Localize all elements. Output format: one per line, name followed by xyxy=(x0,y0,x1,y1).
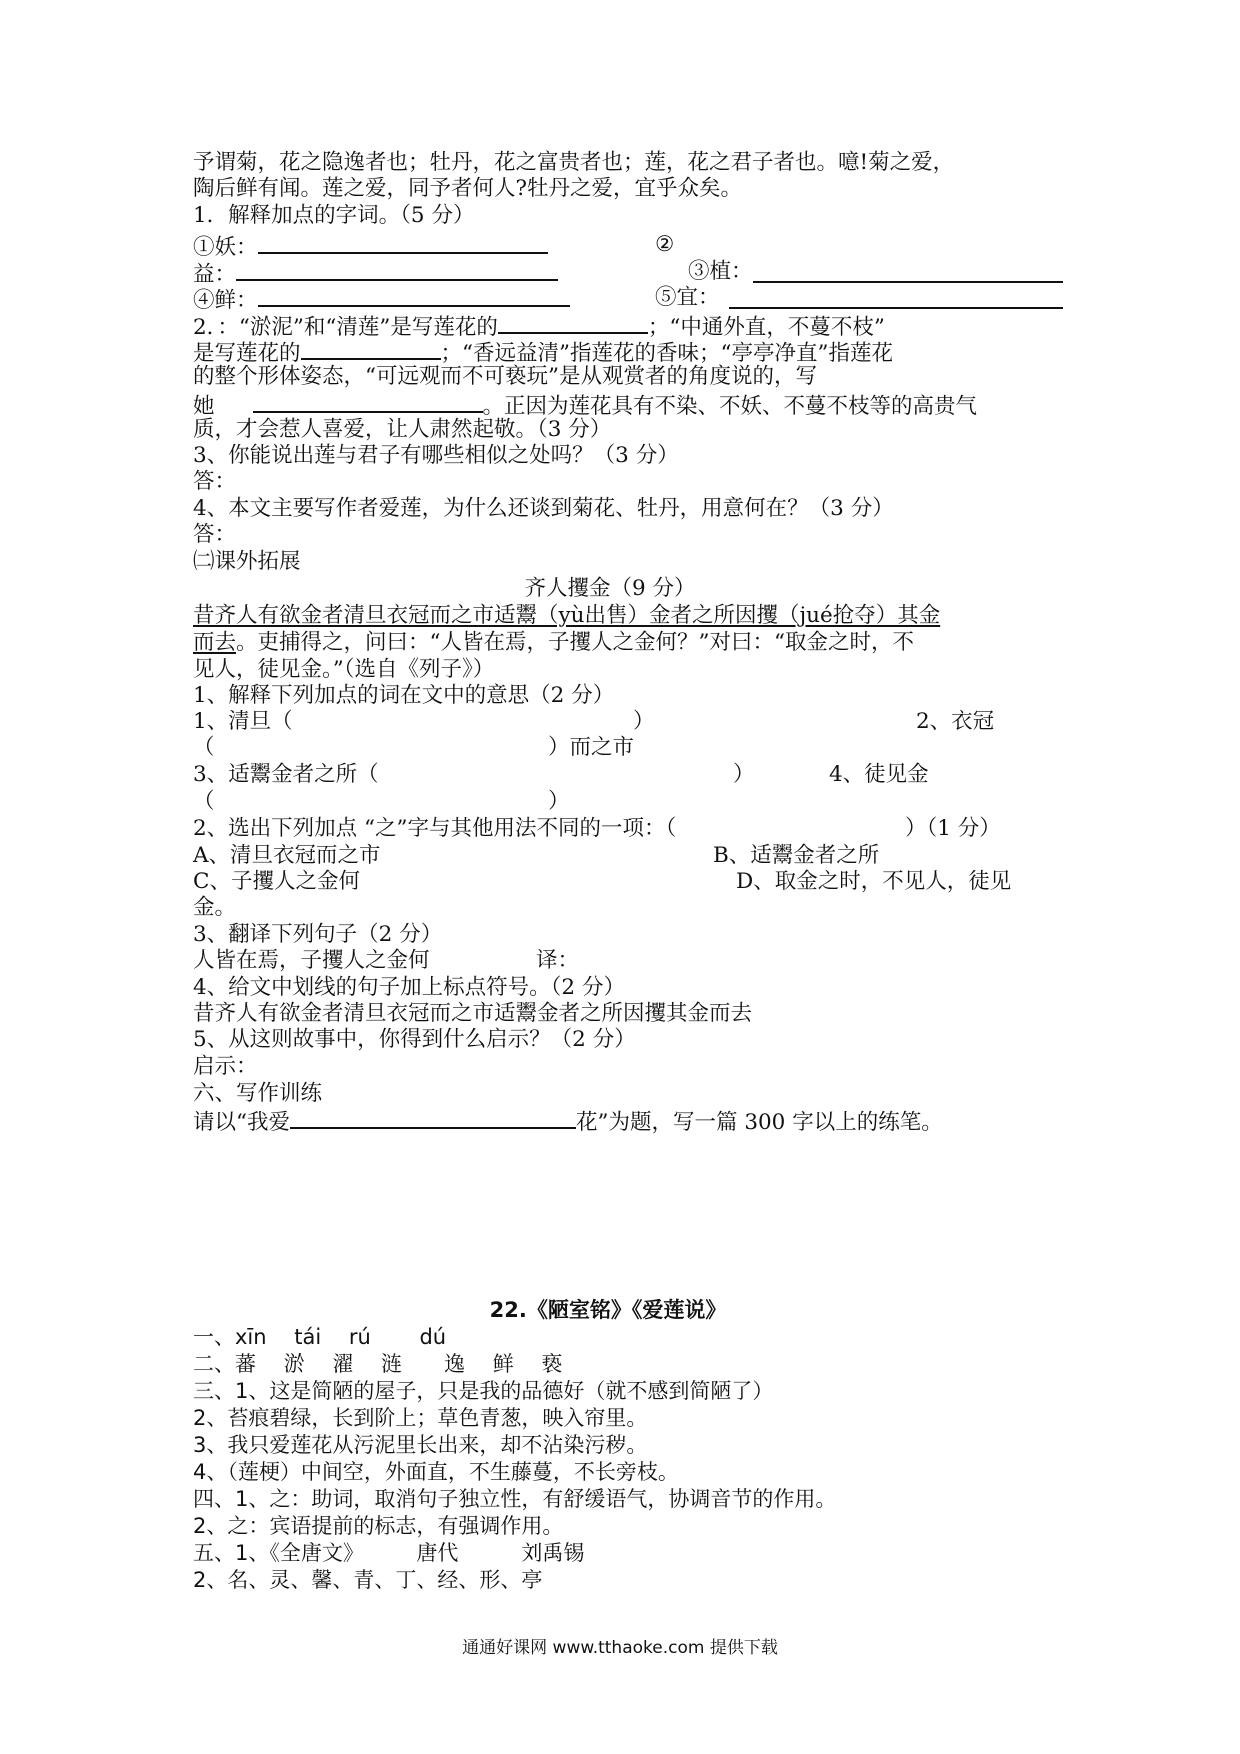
q1-yi-number: ② xyxy=(655,232,675,257)
answers-title: 22.《陋室铭》《爱莲说》 xyxy=(489,1298,727,1322)
answer-blank[interactable] xyxy=(753,261,1063,283)
eq1-item-b-open: （ xyxy=(193,735,215,760)
answer-blank[interactable] xyxy=(729,287,1063,309)
page-footer: 通通好课网 www.tthaoke.com 提供下载 xyxy=(462,1638,778,1658)
writing-prompt-a: 请以“我爱 xyxy=(193,1110,290,1135)
answers-three-3: 3、我只爱莲花从污泥里长出来，却不沾染污秽。 xyxy=(193,1433,648,1457)
q2-line-5: 质，才会惹人喜爱，让人肃然起敬。（3 分） xyxy=(193,417,612,442)
answers-one: 一、xīn tái rú dú xyxy=(193,1325,447,1349)
ext-para-1 xyxy=(193,603,1063,629)
eq3-row xyxy=(193,948,1063,974)
q3-title: 3、你能说出莲与君子有哪些相似之处吗？（3 分） xyxy=(193,443,679,468)
eq1-item-b-close: ）而之市 xyxy=(548,735,635,760)
writing-heading: 六、写作训练 xyxy=(193,1081,323,1106)
eq1-item-d-close: ） xyxy=(548,789,570,814)
eq2-option-b: B、适鬻金者之所 xyxy=(713,843,880,868)
answer-blank[interactable] xyxy=(301,338,441,360)
q1-title: 1．解释加点的字词。（5 分） xyxy=(193,203,475,228)
ext-underlined-sentence: 昔齐人有欲金者清旦衣冠而之市适鬻（yù出售）金者之所因攫（jué抢夺）其金 xyxy=(193,603,941,628)
q4-title: 4、本文主要写作者爱莲，为什么还谈到菊花、牡丹，用意何在？（3 分） xyxy=(193,496,894,521)
q4-answer: 答： xyxy=(193,522,237,547)
q1-row-1 xyxy=(193,232,1063,261)
eq1-title: 1、解释下列加点的词在文中的意思（2 分） xyxy=(193,683,615,708)
eq1-item-a-close: ） xyxy=(633,709,655,734)
q2-text-b: ；“中通外直，不蔓不枝” xyxy=(647,315,885,340)
eq1-item-d-open: （ xyxy=(193,789,215,814)
answer-blank[interactable] xyxy=(253,391,483,413)
eq2-option-a: A、清旦衣冠而之市 xyxy=(193,843,381,868)
eq3-sentence: 人皆在焉，子攫人之金何 xyxy=(193,948,430,973)
q1-row-3 xyxy=(193,285,1063,314)
eq1-item-d: 4、徒见金 xyxy=(829,762,929,787)
eq2-row-ab xyxy=(193,843,1063,869)
q2-line-4 xyxy=(193,391,1063,420)
eq1-item-c-close: ） xyxy=(733,762,755,787)
answer-blank[interactable] xyxy=(258,232,548,254)
ext-underlined-end: 而去 xyxy=(193,630,237,655)
eq2-title xyxy=(193,816,1063,842)
eq4-sentence: 昔齐人有欲金者清旦衣冠而之市适鬻金者之所因攫其金而去 xyxy=(193,1001,753,1026)
q1-xian-label: ④鲜： xyxy=(193,288,258,313)
ext-heading: ㈡课外拓展 xyxy=(193,549,301,574)
q2-line-2 xyxy=(193,338,1063,367)
answers-five-2: 2、名、灵、馨、青、丁、经、形、亭 xyxy=(193,1568,543,1592)
q1-row-2 xyxy=(193,259,1063,288)
passage-line-1: 予谓菊，花之隐逸者也；牡丹，花之富贵者也；莲，花之君子者也。噫!菊之爱， xyxy=(193,150,955,175)
eq3-translate-label: 译： xyxy=(536,948,580,973)
eq5-title: 5、从这则故事中，你得到什么启示？（2 分） xyxy=(193,1027,636,1052)
eq1-item-a: 1、清旦（ xyxy=(193,709,293,734)
answers-four-1: 四、1、之：助词，取消句子独立性，有舒缓语气，协调音节的作用。 xyxy=(193,1487,837,1511)
q2-text-f: 她 xyxy=(193,394,215,419)
answers-three-1: 三、1、这是简陋的屋子，只是我的品德好（就不感到简陋了） xyxy=(193,1379,774,1403)
eq2-option-c: C、子攫人之金何 xyxy=(193,869,360,894)
eq2-title-end: ）（1 分） xyxy=(905,816,1001,841)
eq2-option-d: D、取金之时，不见人，徒见 xyxy=(736,869,1012,894)
eq1-row-2 xyxy=(193,735,1063,761)
passage-line-2: 陶后鲜有闻。莲之爱，同予者何人?牡丹之爱，宜乎众矣。 xyxy=(193,176,743,201)
q2-line-3: 的整个形体姿态，“可远观而不可亵玩”是从观赏者的角度说的，写 xyxy=(193,364,817,389)
q1-yi2-label: ⑤宜： xyxy=(655,285,720,310)
answers-three-2: 2、苔痕碧绿，长到阶上；草色青葱，映入帘里。 xyxy=(193,1406,648,1430)
answer-blank[interactable] xyxy=(258,285,570,307)
answer-blank[interactable] xyxy=(236,259,558,281)
ext-para-3: 见人，徒见金。”（选自《列子》） xyxy=(193,657,495,682)
q3-answer: 答： xyxy=(193,469,237,494)
answers-three-4: 4、（莲梗）中间空，外面直，不生藤蔓，不长旁枝。 xyxy=(193,1460,679,1484)
q2-line-1 xyxy=(193,312,1063,341)
eq1-item-c: 3、适鬻金者之所（ xyxy=(193,762,379,787)
answer-blank[interactable] xyxy=(290,1107,576,1129)
eq2-row-cd xyxy=(193,869,1063,895)
writing-prompt-b: 花”为题，写一篇 300 字以上的练笔。 xyxy=(576,1110,943,1135)
writing-prompt xyxy=(193,1107,1063,1136)
eq2-option-d-cont: 金。 xyxy=(193,895,237,920)
q2-text-g: 。正因为莲花具有不染、不妖、不蔓不枝等的高贵气 xyxy=(482,394,978,419)
q2-text-c: 是写莲花的 xyxy=(193,341,301,366)
eq2-title-text: 2、选出下列加点 “之”字与其他用法不同的一项：（ xyxy=(193,816,677,841)
q1-zhi-label: ③植： xyxy=(688,259,753,284)
answers-four-2: 2、之：宾语提前的标志，有强调作用。 xyxy=(193,1514,564,1538)
q1-yi-label: 益： xyxy=(193,262,237,287)
q2-text-a: 2．：“淤泥”和“清莲”是写莲花的 xyxy=(193,315,498,340)
answer-blank[interactable] xyxy=(498,312,648,334)
ext-para-2-rest: 。吏捕得之，问曰：“人皆在焉，子攫人之金何？”对曰：“取金之时，不 xyxy=(236,630,914,655)
q2-text-d: ；“香远益清”指莲花的香味；“亭亭净直”指莲花 xyxy=(440,341,893,366)
eq5-answer: 启示： xyxy=(193,1054,258,1079)
ext-para-2 xyxy=(193,630,1063,656)
q1-yao-label: ①妖： xyxy=(193,235,258,260)
ext-title: 齐人攫金（9 分） xyxy=(524,576,696,601)
eq3-title: 3、翻译下列句子（2 分） xyxy=(193,922,443,947)
eq1-row-3 xyxy=(193,762,1063,788)
answers-two: 二、蕃 淤 濯 涟 逸 鲜 亵 xyxy=(193,1352,563,1376)
answers-five-1: 五、1、《全唐文》 唐代 刘禹锡 xyxy=(193,1541,585,1565)
eq1-row-1 xyxy=(193,709,1063,735)
eq4-title: 4、给文中划线的句子加上标点符号。（2 分） xyxy=(193,975,625,1000)
eq1-item-b: 2、衣冠 xyxy=(916,709,995,734)
eq1-row-4 xyxy=(193,789,1063,815)
